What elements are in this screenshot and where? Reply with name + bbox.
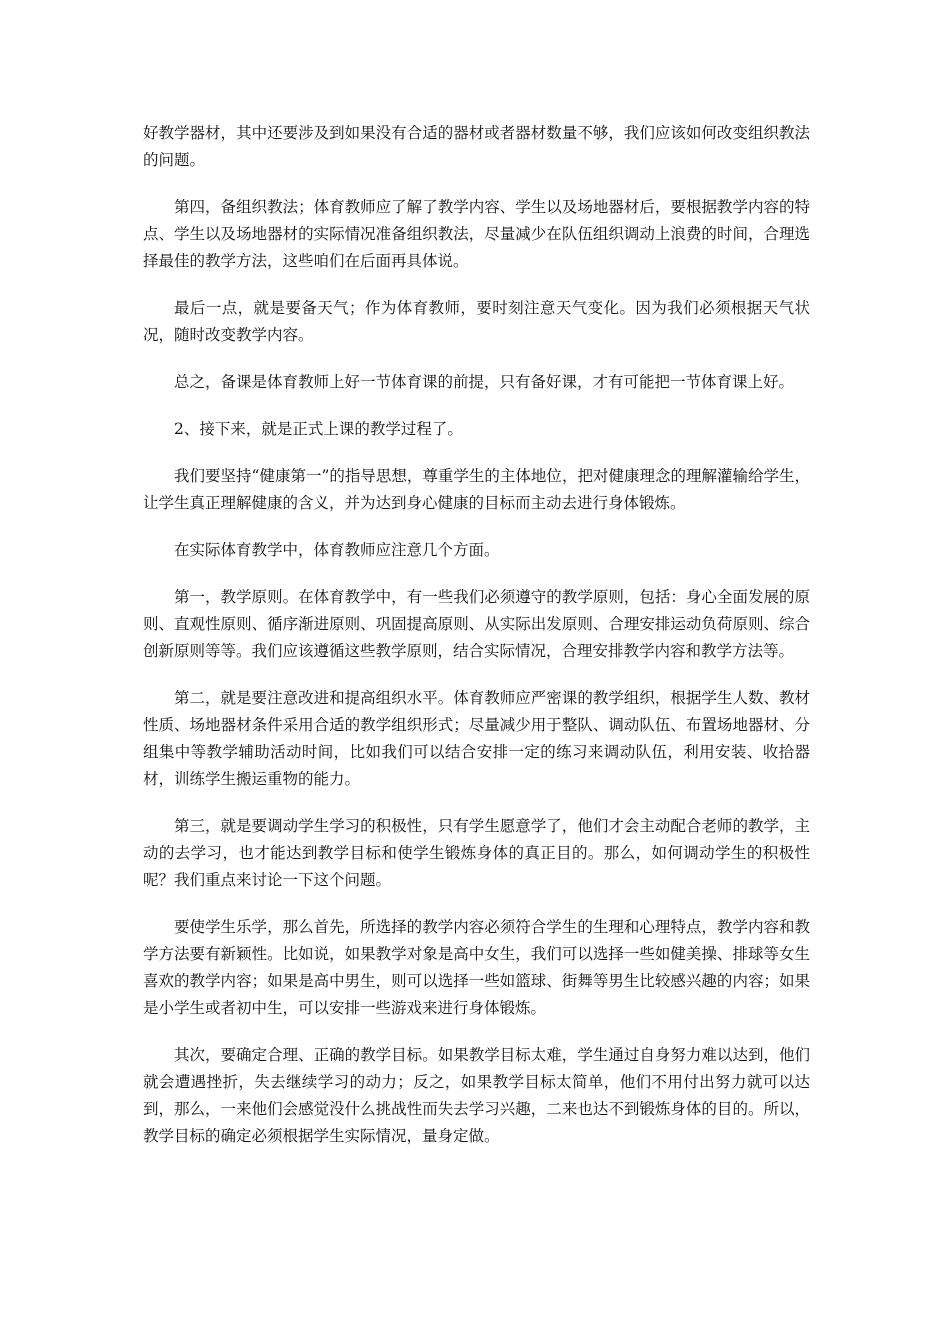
paragraph-health-first: 我们要坚持“健康第一”的指导思想，尊重学生的主体地位，把对健康理念的理解灌输给学生，让学生真正理解健康的含义，并为达到身心健康的目标而主动去进行身体锻炼。 <box>143 467 810 512</box>
paragraph-prepare-methods: 第四，备组织教法；体育教师应了解了教学内容、学生以及场地器材后，要根据教学内容的特点、学生以及场地器材的实际情况准备组织教法，尽量减少在队伍组织调动上浪费的时间，合理选择最佳的教学方法，这些咱们在后面再具体说。 <box>143 198 810 270</box>
paragraph-teaching-goals: 其次，要确定合理、正确的教学目标。如果教学目标太难，学生通过自身努力难以达到，他们就会遭遇挫折，失去继续学习的动力；反之，如果教学目标太简单，他们不用付出努力就可以达到，那么，一来他们会感觉没什么挑战性而失去学习兴趣，二来也达不到锻炼身体的目的。所以，教学目标的确定必须根据学生实际情况，量身定做。 <box>143 1046 810 1145</box>
paragraph-organization: 第二，就是要注意改进和提高组织水平。体育教师应严密课的教学组织，根据学生人数、教材性质、场地器材条件采用合适的教学组织形式；尽量减少用于整队、调动队伍、布置场地器材、分组集中等教学辅助活动时间，比如我们可以结合安排一定的练习来调动队伍，利用安装、收拾器材，训练学生搬运重物的能力。 <box>143 689 810 788</box>
paragraph-teaching-principles: 第一，教学原则。在体育教学中，有一些我们必须遵守的教学原则，包括：身心全面发展的原则、直观性原则、循序渐进原则、巩固提高原则、从实际出发原则、合理安排运动负荷原则、综合创新原则等等。我们应该遵循这些教学原则，结合实际情况，合理安排教学内容和教学方法等。 <box>143 588 810 660</box>
paragraph-summary: 总之，备课是体育教师上好一节体育课的前提，只有备好课，才有可能把一节体育课上好。 <box>174 373 795 391</box>
paragraph-continuation: 好教学器材，其中还要涉及到如果没有合适的器材或者器材数量不够，我们应该如何改变组织教法的问题。 <box>143 124 810 169</box>
paragraph-section-2-heading: 2、接下来，就是正式上课的教学过程了。 <box>174 420 463 438</box>
paragraph-motivation: 第三，就是要调动学生学习的积极性，只有学生愿意学了，他们才会主动配合老师的教学，主动的去学习，也才能达到教学目标和使学生锻炼身体的真正目的。那么，如何调动学生的积极性呢？我们重点来讨论一下这个问题。 <box>143 817 810 889</box>
paragraph-aspects-intro: 在实际体育教学中，体育教师应注意几个方面。 <box>174 541 500 559</box>
document-body <box>143 120 810 1170</box>
paragraph-content-selection: 要使学生乐学，那么首先，所选择的教学内容必须符合学生的生理和心理特点，教学内容和教学方法要有新颖性。比如说，如果教学对象是高中女生，我们可以选择一些如健美操、排球等女生喜欢的教学内容；如果是高中男生，则可以选择一些如篮球、街舞等男生比较感兴趣的内容；如果是小学生或者初中生，可以安排一些游戏来进行身体锻炼。 <box>143 918 810 1017</box>
paragraph-prepare-weather: 最后一点，就是要备天气；作为体育教师，要时刻注意天气变化。因为我们必须根据天气状况，随时改变教学内容。 <box>143 299 810 344</box>
